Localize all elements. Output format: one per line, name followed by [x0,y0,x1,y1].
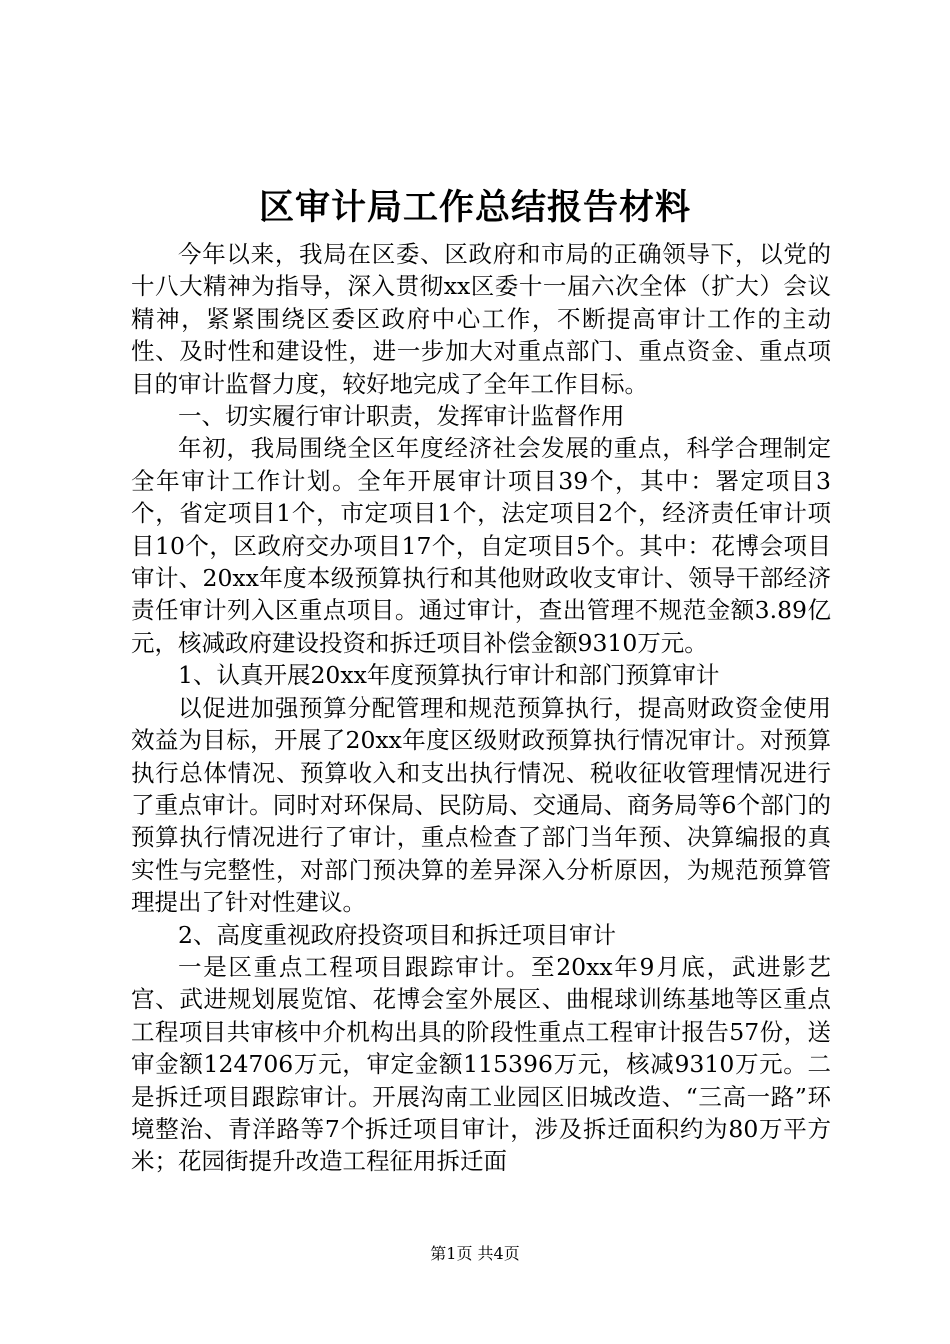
subsection-heading-2: 2、高度重视政府投资项目和拆迁项目审计 [178,920,616,949]
section-heading-1: 一、切实履行审计职责，发挥审计监督作用 [178,402,625,431]
paragraph-subsection-2: 一是区重点工程项目跟踪审计。至20xx年9月底，武进影艺宫、武进规划展览馆、花博会室外展区、曲棍球训练基地等区重点工程项目共审核中介机构出具的阶段性重点工程审计报告57份，送审金额124706万元，审定金额115396万元，核减9310万元。二是拆迁项目跟踪审计。开展沟南工业园区旧城改造、“三高一路”环境整治、青洋路等7个拆迁项目审计，涉及拆迁面积约为80万平方米；花园街提升改造工程征用拆迁面 [131,952,831,1176]
document-title: 区审计局工作总结报告材料 [258,187,691,228]
document-body [131,238,831,1178]
subsection-heading-1: 1、认真开展20xx年度预算执行审计和部门预算审计 [178,661,720,690]
paragraph-subsection-1: 以促进加强预算分配管理和规范预算执行，提高财政资金使用效益为目标，开展了20xx年度区级财政预算执行情况审计。对预算执行总体情况、预算收入和支出执行情况、税收征收管理情况进行了重点审计。同时对环保局、民防局、交通局、商务局等6个部门的预算执行情况进行了审计，重点检查了部门当年预、决算编报的真实性与完整性，对部门预决算的差异深入分析原因，为规范预算管理提出了针对性建议。 [131,693,831,917]
page-number-footer: 第1页 共4页 [430,1244,520,1263]
paragraph-intro: 今年以来，我局在区委、区政府和市局的正确领导下，以党的十八大精神为指导，深入贯彻xx区委十一届六次全体（扩大）会议精神，紧紧围绕区委区政府中心工作，不断提高审计工作的主动性、及时性和建设性，进一步加大对重点部门、重点资金、重点项目的审计监督力度，较好地完成了全年工作目标。 [131,240,831,398]
paragraph-section-1: 年初，我局围绕全区年度经济社会发展的重点，科学合理制定全年审计工作计划。全年开展审计项目39个，其中：署定项目3个，省定项目1个，市定项目1个，法定项目2个，经济责任审计项目10个，区政府交办项目17个，自定项目5个。其中：花博会项目审计、20xx年度本级预算执行和其他财政收支审计、领导干部经济责任审计列入区重点项目。通过审计，查出管理不规范金额3.89亿元，核减政府建设投资和拆迁项目补偿金额9310万元。 [131,434,831,657]
